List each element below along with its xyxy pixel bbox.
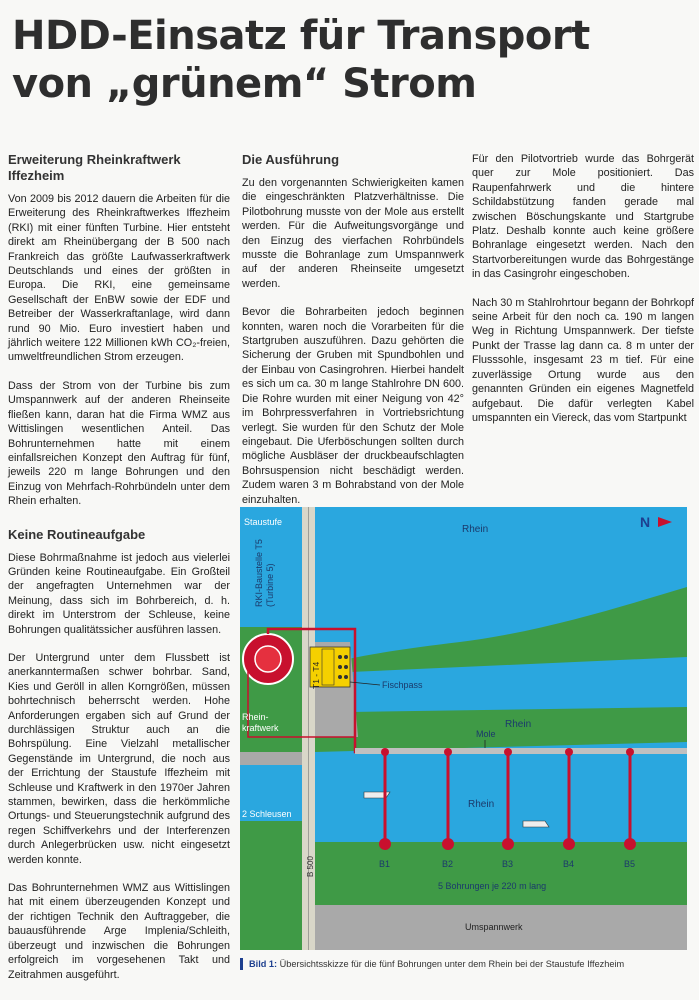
bore-point-b2: [444, 748, 452, 756]
heading-die-ausfuehrung: Die Ausführung: [242, 152, 340, 167]
label-rhein-mid: Rhein: [505, 719, 532, 730]
title-line-2: von „grünem“ Strom: [12, 61, 477, 107]
paragraph: Bevor die Bohrarbeiten jedoch beginnen konnten, waren noch die Vorarbeiten für die Startgruben auszuführen. Dazu gehörten die Sicherung der Gruben mit Spundbohlen und der Einbau von Casingrohren. Hierbei handelt es sich um ca. 30 m lange Stahlrohre DN 600. Die Rohre wurden mit einer Neigung von 42° im Bohrpressverfahren in Vortriebsrichtung verlegt. Sie wurden für den Schutz der Mole eingebaut. Die Uferböschungen sollten durch mögliche Ausbläser der druckbeaufschlagten Bohrsuspension nicht beschädigt werden. Zudem waren 3 m Bohrabstand von der Mole einzuhalten.: [242, 306, 464, 506]
column-left: [8, 152, 230, 996]
label-rki-1: RKI-Baustelle T5: [254, 539, 264, 607]
heading-erweiterung: Erweiterung Rheinkraftwerk Iffezheim: [8, 152, 181, 183]
label-umspannwerk: Umspannwerk: [465, 922, 523, 932]
label-staustufe: Staustufe: [244, 517, 283, 527]
paragraph: Für den Pilotvortrieb wurde das Bohrgerät quer zur Mole positioniert. Das Raupenfahrwerk und die hintere Schildabstützung fanden gerade mal zwischen Böschungskante und Startgrube Platz. Deshalb konnte auch keine größere Bohranlage eingesetzt werden. Nach den Startvorbereitungen wurde das Bohrgestänge in das Casingrohr eingeschoben.: [472, 153, 694, 281]
bore-label-b2: B2: [442, 859, 454, 869]
figure-caption: [240, 958, 699, 970]
bore-point-b2: [442, 838, 454, 850]
heading-keine-routineaufgabe: Keine Routineaufgabe: [8, 526, 146, 542]
bore-point-b5: [626, 748, 634, 756]
bore-label-b3: B3: [502, 859, 514, 869]
bore-label-b5: B5: [624, 859, 636, 869]
label-fischpass: Fischpass: [382, 680, 423, 690]
page-title: [12, 12, 692, 108]
label-bohrungen: 5 Bohrungen je 220 m lang: [438, 881, 547, 891]
paragraph: Von 2009 bis 2012 dauern die Arbeiten für die Erweiterung des Rheinkraftwerkes Iffezheim (RKI) mit einer fünften Turbine. Hier entsteht direkt am Rheinübergang der B 500 nach Frankreich das größte Laufwasserkraftwerk Deutschlands und eines der größten in Europa. Die RKI, eine gemeinsame Gesellschaft der EnBW sowie der EDF und Betreiber der Wasserkraftanlage, wird dann rund 90 Mio. Euro investiert haben und jährlich weitere 122 Millionen kWh CO₂-freien, umweltfreundlichen Strom erzeugen.: [8, 193, 230, 364]
bore-point-b1: [381, 748, 389, 756]
label-schleusen: 2 Schleusen: [242, 809, 292, 819]
paragraph: Nach 30 m Stahlrohrtour begann der Bohrkopf seine Arbeit für den noch ca. 190 m langen Weg in Richtung Umspannwerk. Der tiefste Punkt der Trasse lag dann ca. 8 m unter der Flusssohle, insgesamt 23 m tief. Für eine zuverlässige Ortung wurde aus den genannten Gründen ein eigenes Magnetfeld aufgebaut. Die dafür verlegten Kabel umspannten ein Viereck, das vom Startpunkt: [472, 296, 694, 424]
bore-label-b4: B4: [563, 859, 575, 869]
bore-point-b4: [565, 748, 573, 756]
boat: [523, 821, 549, 827]
label-rhein-upper: Rhein: [462, 524, 489, 535]
paragraph: Das Bohrunternehmen WMZ aus Wittislingen hat mit einem überzeugenden Konzept und der richtigen Technik den Auftraggeber, die bauausführende Arge Implenia/Schleith, überzeugt und inzwischen die Bohrungen erfolgreich im vorgesehenen Takt und Zeitrahmen ausgeführt.: [8, 882, 230, 981]
paragraph: Diese Bohrmaßnahme ist jedoch aus vielerlei Gründen keine Routineaufgabe. Ein Großteil der angefragten Unternehmen war der Meinung, dass sich im Bohrbereich, d. h. direkt im Unterstrom der Schleuse, keine Bohrungen qualitätssicher ausführen lassen.: [8, 551, 230, 636]
label-rhein-lower: Rhein: [468, 799, 495, 810]
bore-point-b5: [624, 838, 636, 850]
bore-point-b4: [563, 838, 575, 850]
mole: [355, 748, 687, 754]
label-north: N: [640, 514, 651, 530]
paragraph: Der Untergrund unter dem Flussbett ist anerkanntermaßen schwer bohrbar. Sand, Kies und Geröll in allen Korngrößen, müssen bohrtechnisch beherrscht werden. Hohe Anforderungen ergaben sich auf Grund der durchlässigen Struktur auch an die Bohrspülung. Eine Vielzahl metallischer Gegenstände im Untergrund, die noch aus der Errichtung der Staustufe Iffezheim mit Schleuse und Kraftwerk in den 1970er Jahren stammen, bewirken, dass die herkömmliche Ortungs- und Steuerungstechnik aufgrund des regen Schiffverkehrs und der Interferenzen durch Anlegerbrücken usw. nicht eingesetzt werden konnte.: [8, 651, 230, 866]
bore-label-b1: B1: [379, 859, 391, 869]
column-middle: [242, 152, 464, 521]
caption-label: Bild 1:: [249, 959, 278, 969]
site-sketch-svg: [240, 507, 687, 950]
bore-point-b3: [504, 748, 512, 756]
paragraph: Dass der Strom von der Turbine bis zum Umspannwerk auf der anderen Rheinseite fließen kann, daran hat die Firma WMZ aus Wittislingen wesentlichen Anteil. Das Bohrunternehmen hatte mit einem einfallsreichen Konzept den Auftrag für fünf, jeweils 220 m lange Bohrungen und den Einzug von Mehrfach-Rohrbündeln unter dem Rhein erhalten.: [8, 379, 230, 508]
label-mole: Mole: [476, 729, 496, 739]
label-b500: B 500: [306, 856, 315, 877]
label-t1-t4: T1 - T4: [311, 661, 321, 689]
label-rheinkraftwerk-1: Rhein-: [242, 712, 269, 722]
bore-point-b1: [379, 838, 391, 850]
paragraph: Zu den vorgenannten Schwierigkeiten kamen die eingeschränkten Platzverhältnisse. Die Pilotbohrung musste von der Mole aus erstellt werden. Für die Aufweitungsvorgänge und den Einzug des vierfachen Rohrbündels musste die Bohranlage zum Umspannwerk auf der anderen Rheinseite umgesetzt werden.: [242, 177, 464, 290]
label-rheinkraftwerk-2: kraftwerk: [242, 723, 279, 733]
label-rki-2: (Turbine 5): [265, 563, 275, 607]
schleuse-wall: [240, 752, 302, 765]
bore-point-b3: [502, 838, 514, 850]
caption-text: Übersichtsskizze für die fünf Bohrungen unter dem Rhein bei der Staustufe Iffezheim: [279, 959, 625, 969]
title-line-1: HDD-Einsatz für Transport: [12, 13, 590, 59]
site-sketch-figure: [240, 507, 687, 950]
column-right: [472, 152, 694, 439]
